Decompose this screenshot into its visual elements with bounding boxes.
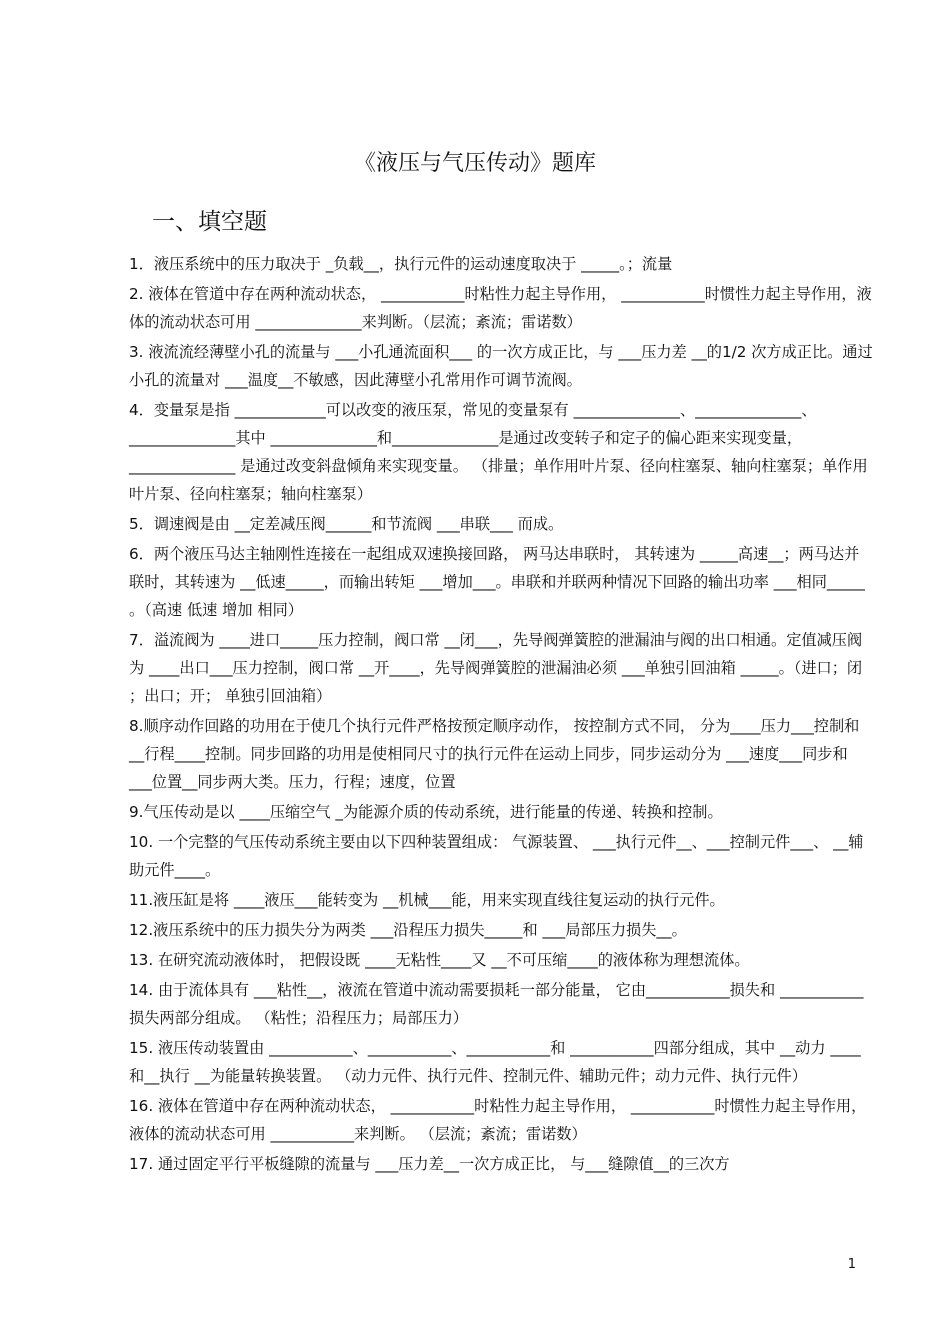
question-item: 16. 液体在管道中存在两种流动状态， ___________时粘性力起主导作用， ___________时惯性力起主导作用，液体的流动状态可用 ___________来判断。 （层流；紊流；雷诺数）	[129, 1097, 867, 1143]
question-item: 11.液压缸是将 ____液压___能转变为 __机械___能，用来实现直线往复运动的执行元件。	[129, 891, 725, 909]
question-item: 12.液压系统中的压力损失分为两类 ___沿程压力损失_____和 ___局部压力损失__。	[129, 921, 687, 939]
document-title: 《液压与气压传动》题库	[353, 151, 596, 176]
question-item: 3. 液流流经薄壁小孔的流量与 ___小孔通流面积___ 的一次方成正比，与 ___压力差 __的1/2 次方成正比。通过小孔的流量对 ___温度__不敏感，因此薄壁小孔常用作可调节流阀。	[129, 343, 873, 389]
question-item: 15. 液压传动装置由 ___________、___________、___________和 ___________四部分组成，其中 __动力 ____和__执行 __为能量转换装置。 （动力元件、执行元件、控制元件、辅助元件；动力元件、执行元件）	[129, 1039, 861, 1085]
question-item: 9.气压传动是以 ____压缩空气 _为能源介质的传动系统，进行能量的传递、转换和控制。	[129, 803, 723, 821]
question-item: 13. 在研究流动液体时， 把假设既 ____无粘性____又 __不可压缩____的液体称为理想流体。	[129, 951, 750, 969]
question-item: 7．溢流阀为 ____进口_____压力控制，阀口常 __闭___，先导阀弹簧腔的泄漏油与阀的出口相通。定值减压阀为 ____出口___压力控制，阀口常 __开____，先导阀弹簧腔的泄漏油必须 ___单独引回油箱 _____。（进口；闭 ；出口；开； 单独引回油箱）	[129, 631, 863, 705]
question-item: 6．两个液压马达主轴刚性连接在一起组成双速换接回路， 两马达串联时， 其转速为 _____高速__；两马达并联时，其转速为 __低速_____，而输出转矩 ___增加___。串联和并联两种情况下回路的输出功率 ___相同_____ 。（高速 低速 增加 相同）	[129, 545, 865, 619]
question-item: 8.顺序动作回路的功用在于使几个执行元件严格按预定顺序动作， 按控制方式不同， 分为____压力___控制和 __行程____控制。同步回路的功用是使相同尺寸的执行元件在运动上同步，同步运动分为 ___速度___同步和 ___位置__同步两大类。压力，行程；速度，位置	[129, 717, 860, 791]
question-item: 4．变量泵是指 ____________可以改变的液压泵，常见的变量泵有 ______________、______________、______________其中 ______________和______________是通过改变转子和定子的偏心距来实现变量， ______________ 是通过改变斜盘倾角来实现变量。 （排量；单作用叶片泵、径向柱塞泵、轴向柱塞泵；单作用叶片泵、径向柱塞泵；轴向柱塞泵）	[129, 401, 868, 503]
question-list	[129, 250, 874, 1180]
page-number: 1	[847, 1257, 856, 1272]
question-item: 2. 液体在管道中存在两种流动状态， ___________时粘性力起主导作用， ___________时惯性力起主导作用，液体的流动状态可用 ______________来判断。（层流；紊流；雷诺数）	[129, 285, 872, 331]
question-item: 17. 通过固定平行平板缝隙的流量与 ___压力差__一次方成正比， 与___缝隙值__的三次方	[129, 1155, 730, 1173]
question-item: 10. 一个完整的气压传动系统主要由以下四种装置组成： 气源装置、 ___执行元件__、___控制元件___、 __辅助元件____。	[129, 833, 864, 879]
section-heading: 一、填空题	[152, 209, 267, 235]
question-item: 5．调速阀是由 __定差减压阀______和节流阀 ___串联___ 而成。	[129, 515, 564, 533]
question-item: 1．液压系统中的压力取决于 _负载__，执行元件的运动速度取决于 _____。；流量	[129, 255, 673, 273]
question-item: 14. 由于流体具有 ___粘性__，液流在管道中流动需要损耗一部分能量， 它由___________损失和 ___________损失两部分组成。 （粘性；沿程压力；局部压力）	[129, 981, 864, 1027]
